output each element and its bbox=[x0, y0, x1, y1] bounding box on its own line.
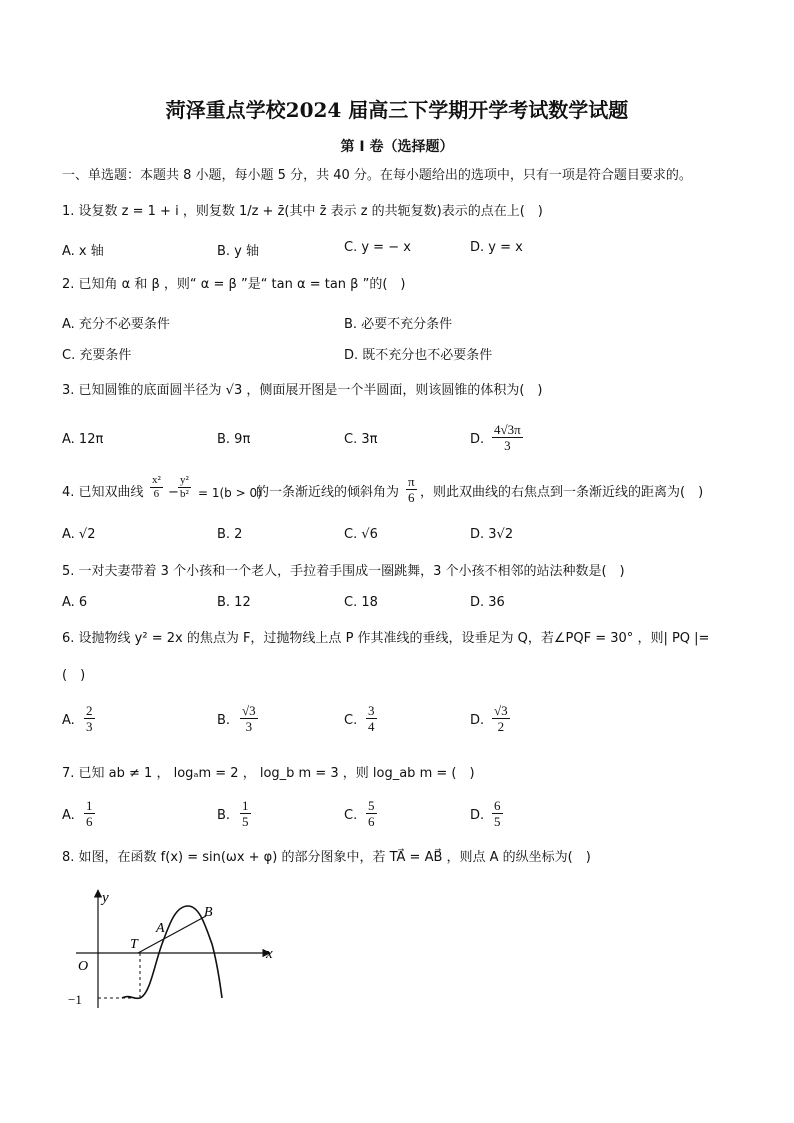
section-heading: 第 I 卷（选择题） bbox=[340, 139, 454, 155]
fraction-denominator: 5 bbox=[494, 814, 501, 829]
question-4-stem-a: 4. 已知双曲线 bbox=[62, 485, 144, 500]
angle-fraction bbox=[406, 474, 417, 505]
page-title: 菏泽重点学校2024 届高三下学期开学考试数学试题 bbox=[165, 98, 629, 122]
x-squared: x² bbox=[152, 474, 161, 486]
q4-option-a: A. √2 bbox=[62, 527, 96, 542]
q3-option-b: B. 9π bbox=[217, 432, 251, 447]
fraction-numerator: √3 bbox=[242, 703, 256, 718]
q2-option-c: C. 充要条件 bbox=[62, 348, 132, 363]
q7-option-a-fraction bbox=[84, 798, 95, 829]
q6-option-c: C. bbox=[344, 713, 358, 728]
angle-denominator: 6 bbox=[408, 490, 415, 505]
fraction-denominator: 4 bbox=[368, 719, 375, 734]
origin-label: O bbox=[78, 959, 89, 974]
q6-option-a-fraction bbox=[84, 703, 95, 734]
point-T-label: T bbox=[130, 937, 138, 952]
fraction-numerator: 1 bbox=[242, 798, 249, 813]
q3-option-a: A. 12π bbox=[62, 432, 104, 447]
q3-option-c: C. 3π bbox=[344, 432, 378, 447]
y-axis-label: y bbox=[102, 890, 109, 906]
minus-sign: − bbox=[168, 485, 179, 500]
minus-one-label: −1 bbox=[68, 992, 82, 1007]
x-axis-label: x bbox=[266, 946, 273, 962]
q3-option-d-fraction bbox=[492, 422, 523, 453]
point-A-label: A bbox=[156, 921, 165, 936]
q6-option-b-fraction bbox=[240, 703, 258, 734]
q7-option-c: C. bbox=[344, 808, 358, 823]
q6-option-d-fraction bbox=[492, 703, 510, 734]
question-5-stem: 5. 一对夫妻带着 3 个小孩和一个老人，手拉着手围成一圈跳舞，3 个小孩不相邻的站法种数是( ) bbox=[62, 564, 625, 579]
hyperbola-y-term bbox=[178, 474, 191, 501]
x-denominator: 6 bbox=[153, 488, 160, 500]
fraction-numerator: √3 bbox=[494, 703, 508, 718]
y-squared: y² bbox=[180, 474, 189, 486]
q5-option-a: A. 6 bbox=[62, 595, 88, 610]
q7-option-d: D. bbox=[470, 808, 485, 823]
point-B-label: B bbox=[204, 905, 213, 920]
q1-option-a: A. x 轴 bbox=[62, 244, 104, 259]
instructions: 一、单选题：本题共 8 小题，每小题 5 分，共 40 分。在每小题给出的选项中，只有一项是符合题目要求的。 bbox=[62, 168, 692, 183]
y-denominator: b² bbox=[180, 488, 189, 500]
question-1-stem: 1. 设复数 z = 1 + i ，则复数 1/z + z̄(其中 z̄ 表示 z 的共轭复数)表示的点在上( ) bbox=[62, 204, 543, 219]
q1-option-b: B. y 轴 bbox=[217, 244, 260, 259]
q6-option-b: B. bbox=[217, 713, 231, 728]
angle-numerator: π bbox=[408, 474, 415, 489]
q1-option-c: C. y = − x bbox=[344, 240, 411, 255]
q3-option-d: D. bbox=[470, 432, 485, 447]
hyperbola-rhs: = 1(b > 0) bbox=[198, 486, 262, 500]
q4-option-d: D. 3√2 bbox=[470, 527, 514, 542]
chord-TAB bbox=[138, 916, 206, 953]
q2-option-a: A. 充分不必要条件 bbox=[62, 317, 170, 332]
question-4-stem-b: 的一条渐近线的倾斜角为 bbox=[256, 485, 400, 500]
q4-option-c: C. √6 bbox=[344, 527, 378, 542]
question-4-stem-c: ，则此双曲线的右焦点到一条渐近线的距离为( ) bbox=[420, 485, 704, 500]
question-8-stem: 8. 如图，在函数 f(x) = sin(ωx + φ) 的部分图象中，若 TA⃗ = AB⃗ ，则点 A 的纵坐标为( ) bbox=[62, 850, 591, 865]
fraction-denominator: 3 bbox=[86, 719, 93, 734]
q6-option-d: D. bbox=[470, 713, 485, 728]
fraction-numerator: 1 bbox=[86, 798, 93, 813]
fraction-denominator: 3 bbox=[504, 438, 511, 453]
question-6-stem-cont: ( ) bbox=[62, 668, 86, 683]
question-7-stem: 7. 已知 ab ≠ 1 ， logₐm = 2 ， log_b m = 3 ，则 log_ab m = ( ) bbox=[62, 766, 475, 781]
q7-option-d-fraction bbox=[492, 798, 503, 829]
q5-option-d: D. 36 bbox=[470, 595, 505, 610]
fraction-denominator: 2 bbox=[497, 719, 505, 734]
fraction-numerator: 6 bbox=[494, 798, 501, 813]
fraction-numerator: 5 bbox=[368, 798, 375, 813]
function-graph bbox=[62, 886, 282, 1016]
fraction-numerator: 3 bbox=[368, 703, 375, 718]
fraction-numerator: 2 bbox=[86, 703, 93, 718]
q4-option-b: B. 2 bbox=[217, 527, 243, 542]
fraction-denominator: 6 bbox=[368, 814, 375, 829]
hyperbola-x-term bbox=[150, 474, 163, 501]
q2-option-d: D. 既不充分也不必要条件 bbox=[344, 348, 493, 363]
question-2-stem: 2. 已知角 α 和 β ，则“ α = β ”是“ tan α = tan β ”的( ) bbox=[62, 277, 406, 292]
q7-option-b: B. bbox=[217, 808, 231, 823]
fraction-denominator: 5 bbox=[242, 814, 249, 829]
q6-option-c-fraction bbox=[366, 703, 377, 734]
q7-option-c-fraction bbox=[366, 798, 377, 829]
q2-option-b: B. 必要不充分条件 bbox=[344, 317, 453, 332]
q5-option-c: C. 18 bbox=[344, 595, 378, 610]
q1-option-d: D. y = x bbox=[470, 240, 523, 255]
fraction-numerator: 4√3π bbox=[494, 422, 521, 437]
question-6-stem: 6. 设抛物线 y² = 2x 的焦点为 F，过抛物线上点 P 作其准线的垂线，设垂足为 Q，若∠PQF = 30° ，则| PQ |= bbox=[62, 631, 710, 646]
fraction-denominator: 3 bbox=[245, 719, 253, 734]
fraction-denominator: 6 bbox=[86, 814, 93, 829]
q7-option-a: A. bbox=[62, 808, 75, 823]
q6-option-a: A. bbox=[62, 713, 75, 728]
q5-option-b: B. 12 bbox=[217, 595, 251, 610]
question-3-stem: 3. 已知圆锥的底面圆半径为 √3 ，侧面展开图是一个半圆面，则该圆锥的体积为( ) bbox=[62, 383, 543, 398]
q7-option-b-fraction bbox=[240, 798, 251, 829]
